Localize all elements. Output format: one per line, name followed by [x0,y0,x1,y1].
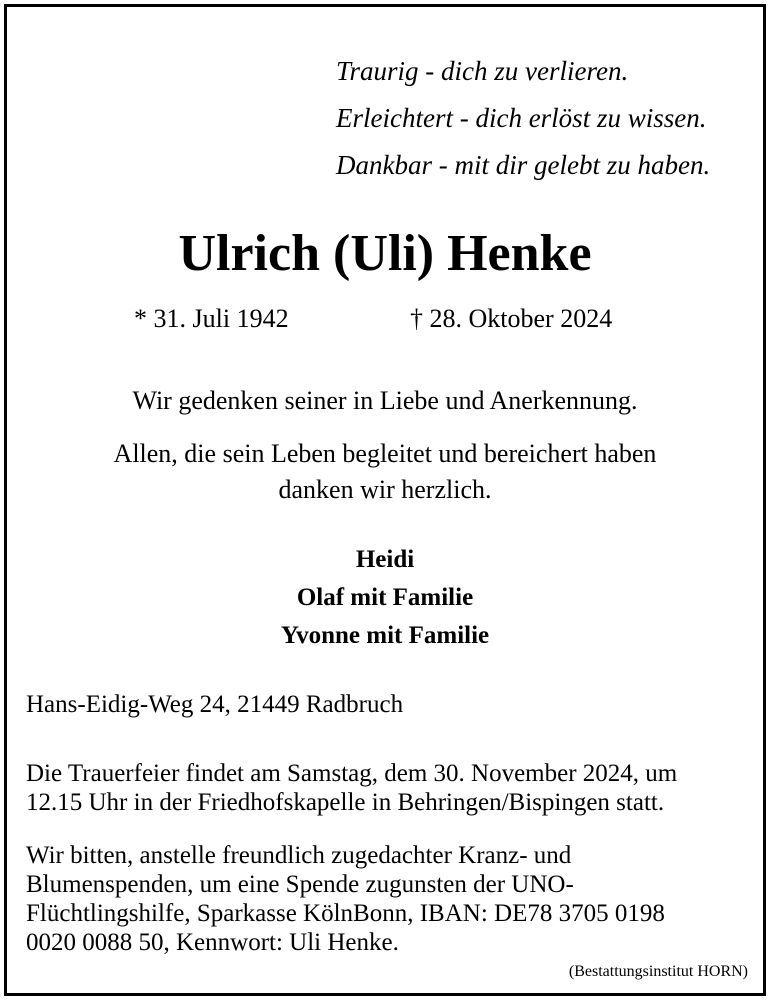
donation-line-4: 0020 0088 50, Kennwort: Uli Henke. [26,929,399,956]
mourner-3: Yvonne mit Familie [280,622,490,649]
donation-line-2: Blumenspenden, um eine Spende zugunsten der UNO- [26,871,574,898]
birth-date: * 31. Juli 1942 [134,304,289,333]
remembrance-text: Wir gedenken seiner in Liebe und Anerkennung. [132,386,638,415]
donation-request [26,841,665,957]
ceremony-line-2: 12.15 Uhr in der Friedhofskapelle in Behringen/Bispingen statt. [26,789,665,816]
thanks-line-2: danken wir herzlich. [278,475,492,504]
mourner-2: Olaf mit Familie [296,584,474,611]
ceremony-info [26,759,677,817]
thanks-text [0,436,770,508]
death-date: † 28. Oktober 2024 [410,304,613,333]
ceremony-line-1: Die Trauerfeier findet am Samstag, dem 30. November 2024, um [26,760,678,787]
donation-line-3: Flüchtlingshilfe, Sparkasse KölnBonn, IBAN: DE78 3705 0198 [26,900,665,927]
thanks-line-1: Allen, die sein Leben begleitet und bereichert haben [113,439,657,468]
mourners-list [0,541,770,655]
donation-line-1: Wir bitten, anstelle freundlich zugedachter Kranz- und [26,842,572,869]
family-address: Hans-Eidig-Weg 24, 21449 Radbruch [26,691,404,718]
deceased-name: Ulrich (Uli) Henke [178,225,592,282]
poem [336,48,710,189]
poem-line-2: Erleichtert - dich erlöst zu wissen. [336,103,707,133]
mourner-1: Heidi [355,546,415,573]
poem-line-1: Traurig - dich zu verlieren. [336,56,629,86]
undertaker-credit: (Bestattungsinstitut HORN) [568,963,748,980]
poem-line-3: Dankbar - mit dir gelebt zu haben. [336,150,711,180]
